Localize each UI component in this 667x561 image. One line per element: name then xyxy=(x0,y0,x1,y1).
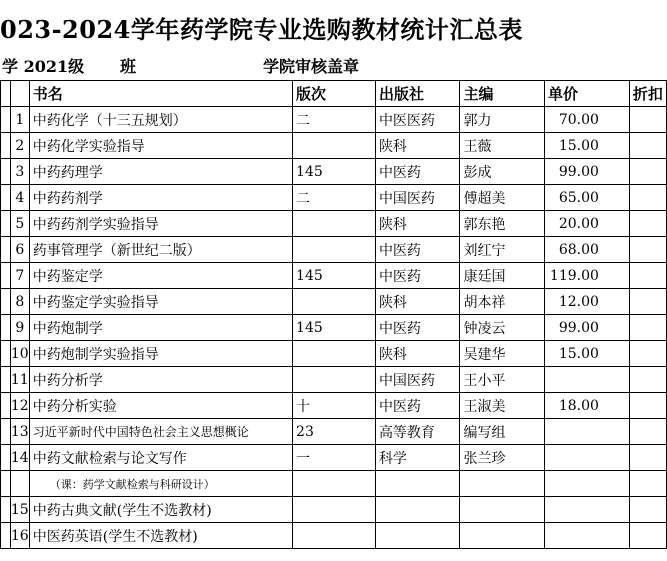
edition xyxy=(293,341,376,367)
unit-price xyxy=(545,471,630,497)
row-number: 9 xyxy=(10,315,29,341)
book-name: 中药鉴定学 xyxy=(29,263,292,289)
page-title: 023-2024学年药学院专业选购教材统计汇总表 xyxy=(0,15,523,44)
discount xyxy=(629,523,666,549)
stub-cell xyxy=(1,107,11,133)
discount xyxy=(629,159,666,185)
stub-cell xyxy=(1,445,11,471)
price-header: 单价 xyxy=(545,81,630,107)
row-number: 1 xyxy=(10,107,29,133)
unit-price: 119.00 xyxy=(545,263,630,289)
discount xyxy=(629,289,666,315)
table-row xyxy=(1,133,667,159)
stub-cell xyxy=(1,419,11,445)
book-name: 中药古典文献(学生不选教材) xyxy=(29,497,292,523)
row-number: 6 xyxy=(10,237,29,263)
discount xyxy=(629,341,666,367)
stub-cell xyxy=(1,211,11,237)
row-number: 11 xyxy=(10,367,29,393)
class-word: 班 xyxy=(120,57,137,76)
row-number: 13 xyxy=(10,419,29,445)
table-row xyxy=(1,289,667,315)
unit-price: 18.00 xyxy=(545,393,630,419)
stub-cell xyxy=(1,367,11,393)
edition: 十 xyxy=(293,393,376,419)
publisher: 科学 xyxy=(375,445,460,471)
stub-cell xyxy=(1,185,11,211)
table-row xyxy=(1,419,667,445)
chief-editor: 郭力 xyxy=(460,107,545,133)
edition xyxy=(293,497,376,523)
edition xyxy=(293,211,376,237)
edition-header: 版次 xyxy=(293,81,376,107)
edition xyxy=(293,133,376,159)
book-name: 中药化学实验指导 xyxy=(29,133,292,159)
stub-cell xyxy=(1,393,11,419)
stamp-label: 学院审核盖章 xyxy=(263,57,360,76)
row-number: 12 xyxy=(10,393,29,419)
chief-editor: 胡本祥 xyxy=(460,289,545,315)
table-row xyxy=(1,341,667,367)
book-name: 中药炮制学实验指导 xyxy=(29,341,292,367)
discount xyxy=(629,263,666,289)
publisher: 中医药 xyxy=(375,393,460,419)
chief-editor: 彭成 xyxy=(460,159,545,185)
name-header: 书名 xyxy=(29,81,292,107)
table-row xyxy=(1,107,667,133)
unit-price xyxy=(545,523,630,549)
publisher: 中医药 xyxy=(375,159,460,185)
row-number: 14 xyxy=(10,445,29,471)
chief-editor xyxy=(460,497,545,523)
chief-editor: 王小平 xyxy=(460,367,545,393)
book-name: 中药药理学 xyxy=(29,159,292,185)
table-row xyxy=(1,471,667,497)
book-name: 中医药英语(学生不选教材) xyxy=(29,523,292,549)
row-number: 15 xyxy=(10,497,29,523)
discount xyxy=(629,211,666,237)
editor-header: 主编 xyxy=(460,81,545,107)
edition: 二 xyxy=(293,107,376,133)
edition xyxy=(293,289,376,315)
chief-editor: 编写组 xyxy=(460,419,545,445)
discount xyxy=(629,185,666,211)
publisher: 陕科 xyxy=(375,341,460,367)
row-number: 3 xyxy=(10,159,29,185)
table-row xyxy=(1,211,667,237)
book-name: 中药鉴定学实验指导 xyxy=(29,289,292,315)
no-header xyxy=(10,81,29,107)
unit-price: 99.00 xyxy=(545,315,630,341)
publisher xyxy=(375,523,460,549)
unit-price: 65.00 xyxy=(545,185,630,211)
publisher xyxy=(375,471,460,497)
chief-editor: 康廷国 xyxy=(460,263,545,289)
discount xyxy=(629,315,666,341)
book-name: 中药分析实验 xyxy=(29,393,292,419)
edition: 二 xyxy=(293,185,376,211)
stub-cell xyxy=(1,471,11,497)
unit-price: 15.00 xyxy=(545,341,630,367)
row-number: 4 xyxy=(10,185,29,211)
row-number: 16 xyxy=(10,523,29,549)
stub-cell xyxy=(1,523,11,549)
unit-price: 15.00 xyxy=(545,133,630,159)
publisher: 中国医药 xyxy=(375,185,460,211)
edition: 145 xyxy=(293,315,376,341)
unit-price xyxy=(545,419,630,445)
stub-cell xyxy=(1,81,11,107)
row-number: 7 xyxy=(10,263,29,289)
discount xyxy=(629,393,666,419)
publisher: 高等教育 xyxy=(375,419,460,445)
stub-cell xyxy=(1,133,11,159)
textbook-table xyxy=(0,80,667,549)
row-number: 2 xyxy=(10,133,29,159)
unit-price: 99.00 xyxy=(545,159,630,185)
row-number: 8 xyxy=(10,289,29,315)
class-label: 学 2021级 xyxy=(2,57,85,76)
discount xyxy=(629,445,666,471)
stub-cell xyxy=(1,159,11,185)
table-row xyxy=(1,315,667,341)
edition: 145 xyxy=(293,159,376,185)
table-row xyxy=(1,237,667,263)
edition: 145 xyxy=(293,263,376,289)
discount xyxy=(629,497,666,523)
table-row xyxy=(1,497,667,523)
discount xyxy=(629,419,666,445)
table-row xyxy=(1,185,667,211)
edition: 一 xyxy=(293,445,376,471)
stub-cell xyxy=(1,289,11,315)
chief-editor xyxy=(460,523,545,549)
stub-cell xyxy=(1,315,11,341)
stub-cell xyxy=(1,263,11,289)
chief-editor: 郭东艳 xyxy=(460,211,545,237)
edition xyxy=(293,471,376,497)
publisher xyxy=(375,497,460,523)
chief-editor: 傅超美 xyxy=(460,185,545,211)
chief-editor: 吴建华 xyxy=(460,341,545,367)
discount-header: 折扣 xyxy=(629,81,666,107)
publisher: 中国医药 xyxy=(375,367,460,393)
chief-editor: 刘红宁 xyxy=(460,237,545,263)
edition xyxy=(293,367,376,393)
book-name: 中药炮制学 xyxy=(29,315,292,341)
table-row xyxy=(1,367,667,393)
discount xyxy=(629,367,666,393)
discount xyxy=(629,107,666,133)
publisher: 中医医药 xyxy=(375,107,460,133)
discount xyxy=(629,471,666,497)
publisher: 中医药 xyxy=(375,315,460,341)
book-name: 中药药剂学 xyxy=(29,185,292,211)
unit-price: 70.00 xyxy=(545,107,630,133)
table-row xyxy=(1,159,667,185)
publisher: 中医药 xyxy=(375,237,460,263)
chief-editor: 张兰珍 xyxy=(460,445,545,471)
book-name: 药事管理学（新世纪二版） xyxy=(29,237,292,263)
publisher: 陕科 xyxy=(375,133,460,159)
table-row xyxy=(1,263,667,289)
book-name: 中药化学（十三五规划） xyxy=(29,107,292,133)
publisher: 陕科 xyxy=(375,211,460,237)
publisher-header: 出版社 xyxy=(375,81,460,107)
unit-price: 68.00 xyxy=(545,237,630,263)
stub-cell xyxy=(1,497,11,523)
row-number xyxy=(10,471,29,497)
discount xyxy=(629,133,666,159)
book-name: （课：药学文献检索与科研设计） xyxy=(29,471,292,497)
stub-cell xyxy=(1,341,11,367)
publisher: 中医药 xyxy=(375,263,460,289)
table-row xyxy=(1,523,667,549)
unit-price xyxy=(545,445,630,471)
chief-editor: 王淑美 xyxy=(460,393,545,419)
table-row xyxy=(1,445,667,471)
unit-price xyxy=(545,367,630,393)
publisher: 陕科 xyxy=(375,289,460,315)
unit-price xyxy=(545,497,630,523)
row-number: 10 xyxy=(10,341,29,367)
edition xyxy=(293,523,376,549)
unit-price: 12.00 xyxy=(545,289,630,315)
stub-cell xyxy=(1,237,11,263)
edition: 23 xyxy=(293,419,376,445)
row-number: 5 xyxy=(10,211,29,237)
edition xyxy=(293,237,376,263)
book-name: 中药药剂学实验指导 xyxy=(29,211,292,237)
table-row xyxy=(1,393,667,419)
chief-editor: 钟凌云 xyxy=(460,315,545,341)
discount xyxy=(629,237,666,263)
chief-editor xyxy=(460,471,545,497)
header-row xyxy=(1,81,667,107)
book-name: 习近平新时代中国特色社会主义思想概论 xyxy=(29,419,292,445)
chief-editor: 王薇 xyxy=(460,133,545,159)
book-name: 中药文献检索与论文写作 xyxy=(29,445,292,471)
unit-price: 20.00 xyxy=(545,211,630,237)
book-name: 中药分析学 xyxy=(29,367,292,393)
